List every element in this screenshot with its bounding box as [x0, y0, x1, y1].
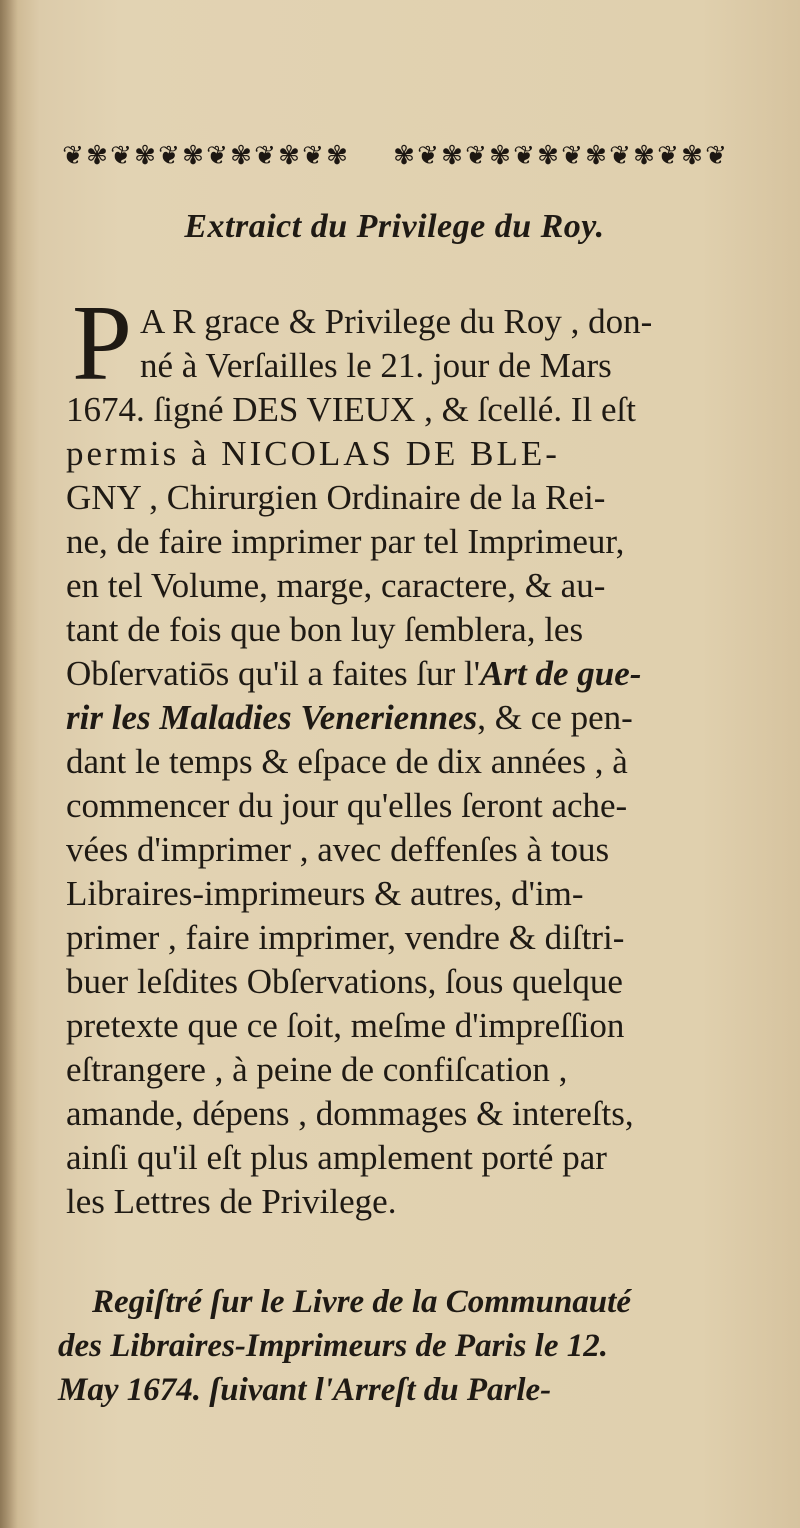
fleuron-ornament-band [62, 130, 727, 182]
text-line-9-roman: Obſervatiōs qu'il a faites ſur l' [66, 654, 481, 693]
text-line-12: commencer du jour qu'elles ſeront ache- [66, 786, 628, 825]
fleuron-icon: ✾ [537, 141, 559, 171]
text-line-20: ainſi qu'il eſt plus amplement porté par [66, 1138, 607, 1177]
text-line-9 [66, 652, 641, 696]
text-line-9-italic: Art de gue- [480, 654, 642, 693]
fleuron-icon: ✾ [86, 141, 108, 171]
fleuron-group-left [62, 131, 348, 181]
fleuron-icon: ❦ [705, 141, 727, 171]
fleuron-icon: ❦ [62, 141, 84, 171]
fleuron-group-right [393, 131, 727, 181]
text-line-10-italic: rir les Maladies Veneriennes [66, 698, 478, 737]
text-line-4: permis à NICOLAS DE BLE- [66, 434, 560, 473]
text-line-21: les Lettres de Privilege. [66, 1182, 397, 1221]
text-line-3: 1674. ſigné DES VIEUX , & ſcellé. Il eſt [66, 390, 636, 429]
fleuron-icon: ❦ [158, 141, 180, 171]
text-line-1: A R grace & Privilege du Roy , don- [140, 302, 653, 341]
drop-capital: P [72, 284, 133, 403]
text-line-16: buer leſdites Obſervations, ſous quelque [66, 962, 623, 1001]
registration-line-1: Regiſtré ſur le Livre de la Communauté [92, 1284, 631, 1320]
fleuron-icon: ✾ [134, 141, 156, 171]
fleuron-icon: ✾ [489, 141, 511, 171]
gutter-shadow [0, 0, 18, 1528]
fleuron-icon: ✾ [230, 141, 252, 171]
fleuron-icon: ❦ [302, 141, 324, 171]
text-line-14: Libraires-imprimeurs & autres, d'im- [66, 874, 584, 913]
text-line-17: pretexte que ce ſoit, meſme d'impreſſion [66, 1006, 625, 1045]
text-line-7: en tel Volume, marge, caractere, & au- [66, 566, 606, 605]
text-line-2: né à Verſailles le 21. jour de Mars [140, 346, 612, 385]
text-line-6: ne, de faire imprimer par tel Imprimeur, [66, 522, 625, 561]
page-heading: Extraict du Privilege du Roy. [184, 208, 605, 245]
fleuron-icon: ✾ [393, 141, 415, 171]
fleuron-icon: ❦ [206, 141, 228, 171]
fleuron-icon: ✾ [681, 141, 703, 171]
fleuron-icon: ✾ [441, 141, 463, 171]
fleuron-icon: ✾ [278, 141, 300, 171]
text-line-19: amande, dépens , dommages & intereſts, [66, 1094, 634, 1133]
registration-line-3: May 1674. ſuivant l'Arreſt du Parle- [58, 1372, 552, 1408]
fleuron-icon: ✾ [326, 141, 348, 171]
fleuron-icon: ✾ [182, 141, 204, 171]
text-line-10-roman: , & ce pen- [477, 698, 633, 737]
text-line-18: eſtrangere , à peine de confiſcation , [66, 1050, 568, 1089]
text-line-11: dant le temps & eſpace de dix années , à [66, 742, 628, 781]
registration-line-2: des Libraires-Imprimeurs de Paris le 12. [58, 1328, 608, 1364]
fleuron-icon: ✾ [585, 141, 607, 171]
text-line-15: primer , faire imprimer, vendre & diſtri- [66, 918, 625, 957]
fleuron-icon: ❦ [609, 141, 631, 171]
fleuron-icon: ✾ [633, 141, 655, 171]
fleuron-icon: ❦ [417, 141, 439, 171]
fleuron-icon: ❦ [513, 141, 535, 171]
fleuron-icon: ❦ [254, 141, 276, 171]
text-line-8: tant de fois que bon luy ſemblera, les [66, 610, 584, 649]
fleuron-icon: ❦ [110, 141, 132, 171]
text-line-13: vées d'imprimer , avec deffenſes à tous [66, 830, 610, 869]
text-line-5: GNY , Chirurgien Ordinaire de la Rei- [66, 478, 606, 517]
fleuron-icon: ❦ [657, 141, 679, 171]
fleuron-icon: ❦ [465, 141, 487, 171]
fleuron-icon: ❦ [561, 141, 583, 171]
text-line-10 [66, 696, 633, 740]
